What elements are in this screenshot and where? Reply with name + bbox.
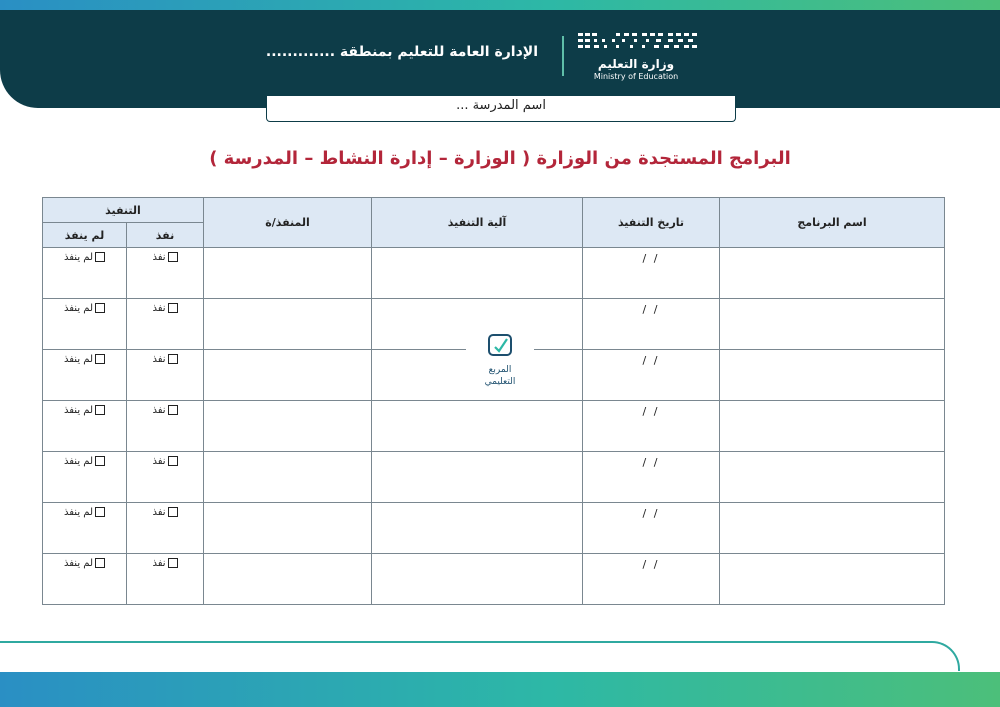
- programs-table: [42, 197, 945, 605]
- cell-not-done: لم ينفذ: [43, 452, 127, 503]
- cell-exec-date[interactable]: / /: [583, 350, 720, 401]
- cell-executor[interactable]: [204, 299, 372, 350]
- directorate-text: الإدارة العامة للتعليم بمنطقة .............: [265, 44, 538, 60]
- cell-done: نفذ: [127, 350, 204, 401]
- checkbox-not-done[interactable]: [95, 354, 105, 364]
- cell-not-done: لم ينفذ: [43, 554, 127, 605]
- cell-done: نفذ: [127, 554, 204, 605]
- cell-done: نفذ: [127, 401, 204, 452]
- cell-not-done: لم ينفذ: [43, 299, 127, 350]
- cell-exec-date[interactable]: / /: [583, 248, 720, 299]
- cell-not-done: لم ينفذ: [43, 503, 127, 554]
- checkbox-done[interactable]: [168, 303, 178, 313]
- cell-not-done: لم ينفذ: [43, 401, 127, 452]
- ministry-logo: [572, 30, 702, 82]
- table-row: [43, 452, 945, 503]
- header-exec-date: تاريخ التنفيذ: [583, 198, 720, 248]
- cell-exec-date[interactable]: / /: [583, 299, 720, 350]
- cell-exec-date[interactable]: / /: [583, 401, 720, 452]
- cell-program-name[interactable]: [720, 554, 945, 605]
- cell-program-name[interactable]: [720, 401, 945, 452]
- logo-text-en: Ministry of Education: [593, 72, 679, 81]
- book-icon: [486, 333, 514, 359]
- checkbox-done[interactable]: [168, 252, 178, 262]
- cell-mechanism[interactable]: [372, 503, 583, 554]
- cell-program-name[interactable]: [720, 248, 945, 299]
- cell-done: نفذ: [127, 248, 204, 299]
- cell-done: نفذ: [127, 503, 204, 554]
- cell-program-name[interactable]: [720, 350, 945, 401]
- table-row: [43, 503, 945, 554]
- cell-executor[interactable]: [204, 503, 372, 554]
- checkbox-done[interactable]: [168, 354, 178, 364]
- cell-program-name[interactable]: [720, 503, 945, 554]
- school-name-box: [266, 92, 736, 122]
- watermark-line1: المربع: [488, 365, 512, 375]
- cell-executor[interactable]: [204, 554, 372, 605]
- cell-exec-date[interactable]: / /: [583, 503, 720, 554]
- cell-executor[interactable]: [204, 452, 372, 503]
- checkbox-not-done[interactable]: [95, 405, 105, 415]
- school-name-label: اسم المدرسة ...: [456, 98, 546, 113]
- checkbox-done[interactable]: [168, 405, 178, 415]
- header-done: نفذ: [127, 223, 204, 248]
- cell-done: نفذ: [127, 452, 204, 503]
- header-mechanism: آلية التنفيذ: [372, 198, 583, 248]
- cell-not-done: لم ينفذ: [43, 248, 127, 299]
- table-row: [43, 401, 945, 452]
- checkbox-not-done[interactable]: [95, 252, 105, 262]
- watermark-line2: التعليمي: [484, 377, 516, 387]
- checkbox-done[interactable]: [168, 507, 178, 517]
- cell-mechanism[interactable]: [372, 401, 583, 452]
- cell-program-name[interactable]: [720, 299, 945, 350]
- header-execution: التنفيذ: [43, 198, 204, 223]
- logo-separator: [562, 36, 564, 76]
- logo-text-ar: وزارة التعليم: [597, 57, 675, 71]
- cell-mechanism[interactable]: [372, 554, 583, 605]
- checkbox-done[interactable]: [168, 558, 178, 568]
- checkbox-not-done[interactable]: [95, 558, 105, 568]
- checkbox-not-done[interactable]: [95, 456, 105, 466]
- cell-executor[interactable]: [204, 248, 372, 299]
- bottom-decor-line: [0, 641, 960, 671]
- cell-mechanism[interactable]: [372, 248, 583, 299]
- header-not-done: لم ينفذ: [43, 223, 127, 248]
- checkbox-not-done[interactable]: [95, 303, 105, 313]
- checkbox-not-done[interactable]: [95, 507, 105, 517]
- watermark-logo: [466, 333, 534, 385]
- table-row: [43, 248, 945, 299]
- header-program-name: اسم البرنامج: [720, 198, 945, 248]
- checkbox-done[interactable]: [168, 456, 178, 466]
- header-executor: المنفذ/ة: [204, 198, 372, 248]
- cell-executor[interactable]: [204, 350, 372, 401]
- cell-exec-date[interactable]: / /: [583, 452, 720, 503]
- cell-executor[interactable]: [204, 401, 372, 452]
- bottom-accent-bar: [0, 672, 1000, 707]
- cell-exec-date[interactable]: / /: [583, 554, 720, 605]
- table-row: [43, 554, 945, 605]
- cell-done: نفذ: [127, 299, 204, 350]
- cell-program-name[interactable]: [720, 452, 945, 503]
- cell-mechanism[interactable]: [372, 452, 583, 503]
- top-accent-bar: [0, 0, 1000, 10]
- page-title: البرامج المستجدة من الوزارة ( الوزارة – إدارة النشاط – المدرسة ): [209, 148, 791, 169]
- cell-not-done: لم ينفذ: [43, 350, 127, 401]
